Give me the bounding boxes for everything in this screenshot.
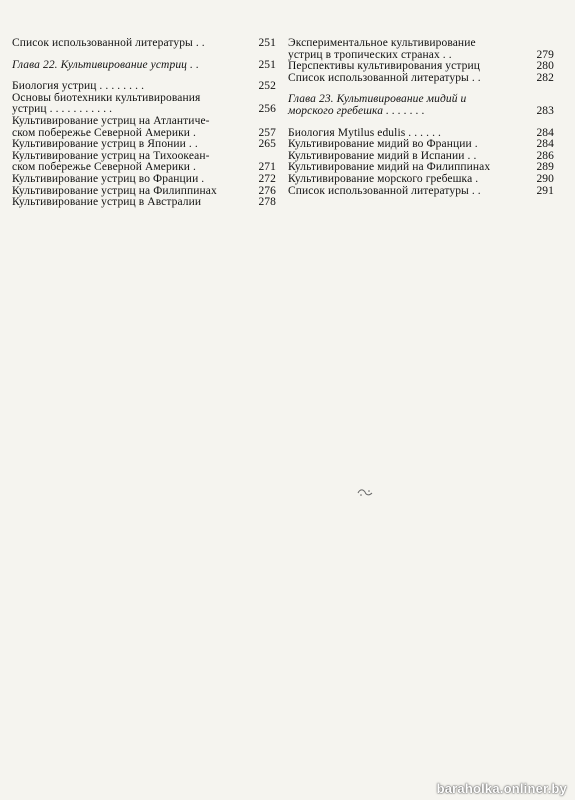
- toc-page-number: 251: [258, 37, 276, 49]
- toc-page-number: 271: [258, 161, 276, 174]
- toc-entry-title: Список использованной литературы . .: [288, 71, 481, 84]
- toc-entry-title: Культивирование устриц на Филиппинах: [12, 184, 217, 197]
- toc-entry-title: Перспективы культивирования устриц: [288, 60, 480, 73]
- toc-entry: [12, 38, 276, 50]
- toc-entry-title: Экспериментальное культивирование устриц в тропических странах . .: [288, 37, 476, 61]
- toc-page-number: 280: [536, 60, 554, 73]
- toc-page-number: 251: [258, 58, 276, 71]
- toc-entry-title: Список использованной литературы . .: [288, 184, 481, 197]
- toc-entry-title: Глава 22. Культивирование устриц . .: [12, 58, 199, 71]
- toc-entry-title: Культивирование устриц в Австралии: [12, 196, 202, 209]
- toc-entry-title: Культивирование устриц на Атлантиче- ском побережье Северной Америки .: [12, 114, 210, 139]
- toc-entry: [288, 38, 554, 61]
- toc-page-number: 284: [536, 138, 554, 151]
- toc-page-number: 279: [536, 48, 554, 61]
- toc-entry: [12, 151, 276, 174]
- toc-entry-title: Культивирование морского гребешка .: [288, 172, 479, 185]
- toc-entry-title: Основы биотехники культивирования устриц . . . . . . . . . . .: [12, 91, 201, 116]
- toc-page-number: 291: [536, 184, 554, 197]
- toc-entry-title: Культивирование мидий на Филиппинах: [288, 161, 491, 174]
- toc-page-number: 289: [536, 161, 554, 174]
- toc-page-number: 286: [536, 149, 554, 162]
- toc-page-number: 272: [258, 172, 276, 185]
- toc-left-column: [12, 38, 276, 209]
- toc-entry-title: Культивирование устриц в Японии . .: [12, 138, 198, 151]
- stamp-mark: [356, 487, 374, 499]
- toc-page-number: 257: [258, 126, 276, 139]
- toc-page-number: 278: [258, 196, 276, 209]
- toc-page-number: 283: [536, 104, 554, 117]
- toc-entry-title: Культивирование мидий в Испании . .: [288, 149, 477, 162]
- toc-page-number: 252: [258, 80, 276, 93]
- toc-entry: [12, 139, 276, 151]
- toc-entry: [288, 186, 554, 198]
- toc-entry: [12, 116, 276, 139]
- watermark-text: baraholka.onliner.by: [436, 781, 567, 796]
- toc-entry-title: Культивирование устриц на Тихоокеан- ском побережье Северной Америки .: [12, 149, 210, 174]
- toc-page-number: 256: [258, 103, 276, 116]
- toc-entry: [288, 73, 554, 85]
- toc-entry-title: Культивирование устриц во Франции .: [12, 172, 205, 185]
- toc-entry: [12, 93, 276, 116]
- toc-entry-title: Культивирование мидий во Франции .: [288, 138, 478, 151]
- toc-chapter-heading: [288, 94, 554, 117]
- toc-page-number: 290: [536, 172, 554, 185]
- toc-entry-title: Биология устриц . . . . . . . .: [12, 80, 145, 93]
- toc-entry-title: Биология Mytilus edulis . . . . . .: [288, 126, 442, 139]
- toc-right-column: [288, 38, 554, 197]
- toc-page-number: 276: [258, 184, 276, 197]
- toc-entry-title: Глава 23. Культивирование мидий и морского гребешка . . . . . . .: [288, 93, 467, 117]
- toc-entry: [288, 174, 554, 186]
- toc-page-number: 282: [536, 71, 554, 84]
- toc-chapter-heading: [12, 60, 276, 72]
- toc-entry: [288, 139, 554, 151]
- toc-page-number: 284: [536, 126, 554, 139]
- toc-entry: [12, 197, 276, 209]
- toc-entry-title: Список использованной литературы . .: [12, 37, 205, 49]
- toc-page-number: 265: [258, 138, 276, 151]
- toc-entry: [12, 174, 276, 186]
